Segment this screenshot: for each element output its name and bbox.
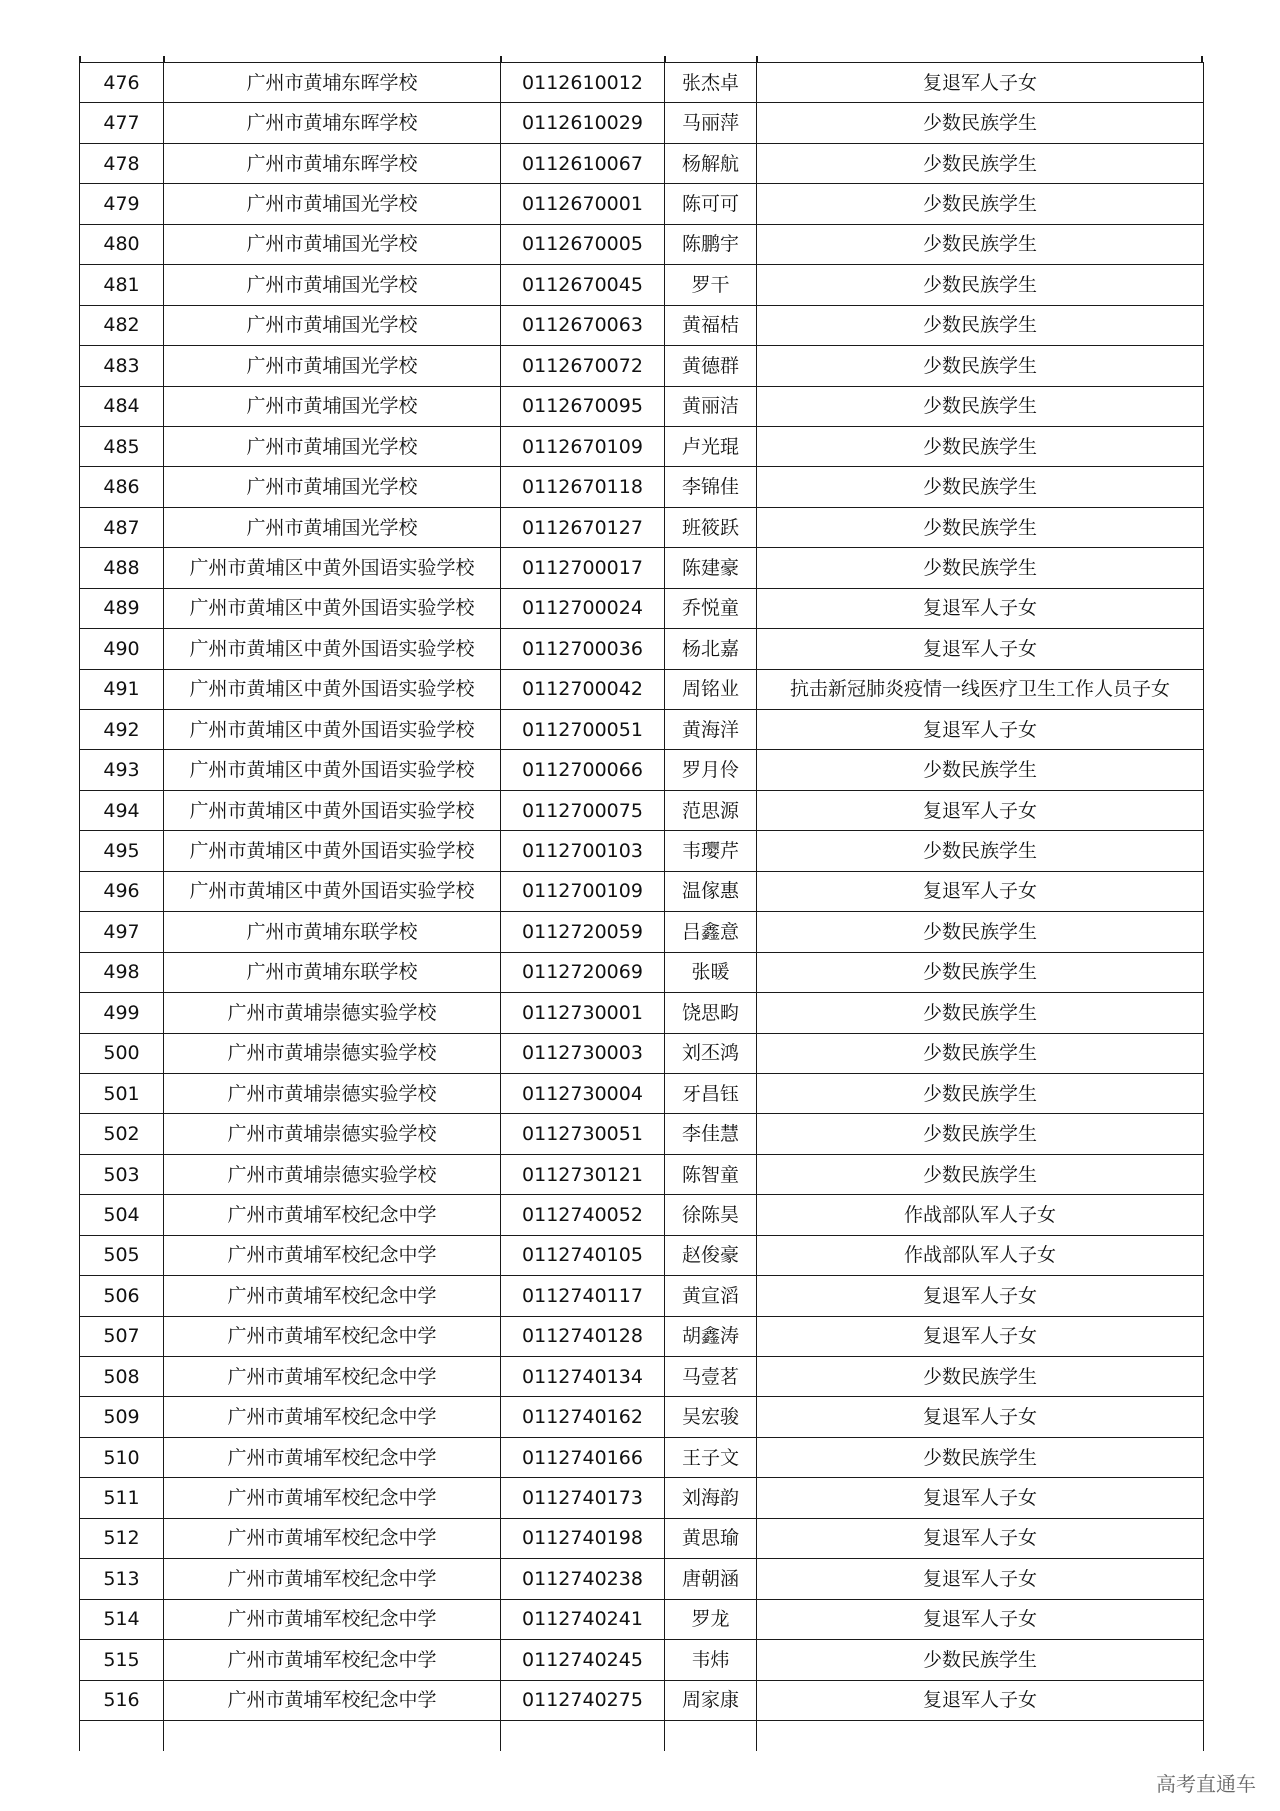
student-id: 0112700109 xyxy=(501,871,665,911)
student-id: 0112670005 xyxy=(501,224,665,264)
student-name: 乔悦童 xyxy=(665,588,757,628)
school-name: 广州市黄埔崇德实验学校 xyxy=(164,993,501,1033)
school-name: 广州市黄埔区中黄外国语实验学校 xyxy=(164,629,501,669)
school-name: 广州市黄埔区中黄外国语实验学校 xyxy=(164,871,501,911)
table-top-continuation xyxy=(79,56,1203,62)
table-row xyxy=(80,63,1204,103)
student-name: 黄丽洁 xyxy=(665,386,757,426)
student-id: 0112740052 xyxy=(501,1195,665,1235)
student-name: 班筱跃 xyxy=(665,507,757,547)
school-name: 广州市黄埔区中黄外国语实验学校 xyxy=(164,588,501,628)
row-number: 477 xyxy=(80,103,164,143)
school-name: 广州市黄埔军校纪念中学 xyxy=(164,1599,501,1639)
policy-category: 复退军人子女 xyxy=(757,710,1204,750)
student-id: 0112670109 xyxy=(501,426,665,466)
table-row xyxy=(80,184,1204,224)
row-number: 508 xyxy=(80,1357,164,1397)
policy-category: 少数民族学生 xyxy=(757,1154,1204,1194)
row-number: 491 xyxy=(80,669,164,709)
student-id: 0112730001 xyxy=(501,993,665,1033)
table-row xyxy=(80,265,1204,305)
policy-category: 少数民族学生 xyxy=(757,1114,1204,1154)
school-name: 广州市黄埔国光学校 xyxy=(164,346,501,386)
student-id: 0112740117 xyxy=(501,1276,665,1316)
row-number: 480 xyxy=(80,224,164,264)
row-number: 497 xyxy=(80,912,164,952)
school-name: 广州市黄埔国光学校 xyxy=(164,305,501,345)
policy-category: 少数民族学生 xyxy=(757,952,1204,992)
policy-category: 少数民族学生 xyxy=(757,426,1204,466)
school-name: 广州市黄埔区中黄外国语实验学校 xyxy=(164,548,501,588)
row-number: 503 xyxy=(80,1154,164,1194)
school-name: 广州市黄埔军校纪念中学 xyxy=(164,1276,501,1316)
table-row xyxy=(80,1437,1204,1477)
student-id: 0112610029 xyxy=(501,103,665,143)
student-name: 刘海韵 xyxy=(665,1478,757,1518)
policy-category: 复退军人子女 xyxy=(757,1680,1204,1720)
student-id: 0112610067 xyxy=(501,143,665,183)
policy-category: 少数民族学生 xyxy=(757,1033,1204,1073)
student-name: 牙昌钰 xyxy=(665,1073,757,1113)
student-id: 0112740173 xyxy=(501,1478,665,1518)
empty-cell xyxy=(164,1720,501,1751)
document-page xyxy=(79,62,1203,1760)
student-name: 马壹茗 xyxy=(665,1357,757,1397)
policy-category: 复退军人子女 xyxy=(757,1518,1204,1558)
row-number: 501 xyxy=(80,1073,164,1113)
policy-category: 少数民族学生 xyxy=(757,1437,1204,1477)
school-name: 广州市黄埔军校纪念中学 xyxy=(164,1478,501,1518)
school-name: 广州市黄埔国光学校 xyxy=(164,426,501,466)
table-row xyxy=(80,952,1204,992)
watermark-text: 高考直通车 xyxy=(1156,1772,1256,1796)
policy-category: 复退军人子女 xyxy=(757,790,1204,830)
student-id: 0112730051 xyxy=(501,1114,665,1154)
table-row xyxy=(80,143,1204,183)
school-name: 广州市黄埔东联学校 xyxy=(164,952,501,992)
school-name: 广州市黄埔区中黄外国语实验学校 xyxy=(164,790,501,830)
empty-cell xyxy=(80,1720,164,1751)
student-name: 周铭业 xyxy=(665,669,757,709)
student-id: 0112700103 xyxy=(501,831,665,871)
student-name: 吴宏骏 xyxy=(665,1397,757,1437)
table-row xyxy=(80,224,1204,264)
student-id: 0112740241 xyxy=(501,1599,665,1639)
student-name: 黄福桔 xyxy=(665,305,757,345)
school-name: 广州市黄埔区中黄外国语实验学校 xyxy=(164,750,501,790)
row-number: 492 xyxy=(80,710,164,750)
student-name: 罗月伶 xyxy=(665,750,757,790)
row-number: 500 xyxy=(80,1033,164,1073)
policy-category: 少数民族学生 xyxy=(757,1073,1204,1113)
table-row xyxy=(80,1033,1204,1073)
student-name: 周家康 xyxy=(665,1680,757,1720)
row-number: 495 xyxy=(80,831,164,871)
student-id: 0112700024 xyxy=(501,588,665,628)
student-name: 李锦佳 xyxy=(665,467,757,507)
policy-category: 作战部队军人子女 xyxy=(757,1195,1204,1235)
row-number: 513 xyxy=(80,1559,164,1599)
table-row xyxy=(80,1640,1204,1680)
table-row xyxy=(80,750,1204,790)
student-id: 0112670127 xyxy=(501,507,665,547)
table-row xyxy=(80,1559,1204,1599)
student-name: 罗干 xyxy=(665,265,757,305)
student-id: 0112670072 xyxy=(501,346,665,386)
table-row xyxy=(80,1680,1204,1720)
student-id: 0112740128 xyxy=(501,1316,665,1356)
row-number: 486 xyxy=(80,467,164,507)
row-number: 496 xyxy=(80,871,164,911)
table-row xyxy=(80,1114,1204,1154)
table-row xyxy=(80,1154,1204,1194)
table-row xyxy=(80,993,1204,1033)
table-row xyxy=(80,588,1204,628)
policy-category: 复退军人子女 xyxy=(757,1276,1204,1316)
student-name: 陈可可 xyxy=(665,184,757,224)
policy-category: 复退军人子女 xyxy=(757,63,1204,103)
school-name: 广州市黄埔国光学校 xyxy=(164,265,501,305)
policy-category: 少数民族学生 xyxy=(757,1357,1204,1397)
student-name: 胡鑫涛 xyxy=(665,1316,757,1356)
row-number: 478 xyxy=(80,143,164,183)
student-id: 0112740198 xyxy=(501,1518,665,1558)
student-id: 0112670001 xyxy=(501,184,665,224)
student-name: 陈建豪 xyxy=(665,548,757,588)
policy-category: 少数民族学生 xyxy=(757,346,1204,386)
school-name: 广州市黄埔国光学校 xyxy=(164,507,501,547)
table-row xyxy=(80,831,1204,871)
policy-category: 少数民族学生 xyxy=(757,265,1204,305)
policy-category: 少数民族学生 xyxy=(757,386,1204,426)
school-name: 广州市黄埔崇德实验学校 xyxy=(164,1033,501,1073)
student-name: 卢光琨 xyxy=(665,426,757,466)
student-id: 0112700066 xyxy=(501,750,665,790)
student-id: 0112740245 xyxy=(501,1640,665,1680)
policy-category: 少数民族学生 xyxy=(757,507,1204,547)
table-row xyxy=(80,305,1204,345)
school-name: 广州市黄埔崇德实验学校 xyxy=(164,1154,501,1194)
student-name: 黄思瑜 xyxy=(665,1518,757,1558)
row-number: 505 xyxy=(80,1235,164,1275)
policy-category: 抗击新冠肺炎疫情一线医疗卫生工作人员子女 xyxy=(757,669,1204,709)
school-name: 广州市黄埔东晖学校 xyxy=(164,63,501,103)
student-id: 0112740134 xyxy=(501,1357,665,1397)
school-name: 广州市黄埔军校纪念中学 xyxy=(164,1357,501,1397)
row-number: 489 xyxy=(80,588,164,628)
student-name: 陈智童 xyxy=(665,1154,757,1194)
policy-category: 复退军人子女 xyxy=(757,1559,1204,1599)
row-number: 493 xyxy=(80,750,164,790)
table-row xyxy=(80,710,1204,750)
student-id: 0112700075 xyxy=(501,790,665,830)
student-id: 0112730121 xyxy=(501,1154,665,1194)
school-name: 广州市黄埔军校纪念中学 xyxy=(164,1235,501,1275)
school-name: 广州市黄埔崇德实验学校 xyxy=(164,1073,501,1113)
table-row xyxy=(80,1235,1204,1275)
policy-category: 复退军人子女 xyxy=(757,588,1204,628)
row-number: 481 xyxy=(80,265,164,305)
student-name: 饶思畇 xyxy=(665,993,757,1033)
student-name: 马丽萍 xyxy=(665,103,757,143)
policy-category: 少数民族学生 xyxy=(757,224,1204,264)
school-name: 广州市黄埔国光学校 xyxy=(164,184,501,224)
row-number: 509 xyxy=(80,1397,164,1437)
student-id: 0112610012 xyxy=(501,63,665,103)
row-number: 476 xyxy=(80,63,164,103)
table-row xyxy=(80,1599,1204,1639)
row-number: 499 xyxy=(80,993,164,1033)
row-number: 512 xyxy=(80,1518,164,1558)
student-id: 0112700042 xyxy=(501,669,665,709)
student-name: 徐陈昊 xyxy=(665,1195,757,1235)
student-id: 0112720059 xyxy=(501,912,665,952)
student-name: 温傢惠 xyxy=(665,871,757,911)
row-number: 504 xyxy=(80,1195,164,1235)
empty-cell xyxy=(757,1720,1204,1751)
table-row xyxy=(80,1478,1204,1518)
school-name: 广州市黄埔区中黄外国语实验学校 xyxy=(164,669,501,709)
policy-category: 少数民族学生 xyxy=(757,467,1204,507)
student-name: 李佳慧 xyxy=(665,1114,757,1154)
table-row xyxy=(80,346,1204,386)
school-name: 广州市黄埔军校纪念中学 xyxy=(164,1680,501,1720)
student-id: 0112670118 xyxy=(501,467,665,507)
table-row xyxy=(80,1276,1204,1316)
student-name: 黄宣滔 xyxy=(665,1276,757,1316)
table-row xyxy=(80,1518,1204,1558)
school-name: 广州市黄埔军校纪念中学 xyxy=(164,1316,501,1356)
table-row xyxy=(80,1073,1204,1113)
table-row xyxy=(80,1195,1204,1235)
table-row xyxy=(80,1397,1204,1437)
row-number: 507 xyxy=(80,1316,164,1356)
student-name: 吕鑫意 xyxy=(665,912,757,952)
policy-category: 少数民族学生 xyxy=(757,750,1204,790)
policy-category: 少数民族学生 xyxy=(757,548,1204,588)
policy-category: 少数民族学生 xyxy=(757,831,1204,871)
school-name: 广州市黄埔崇德实验学校 xyxy=(164,1114,501,1154)
school-name: 广州市黄埔国光学校 xyxy=(164,386,501,426)
student-name: 陈鹏宇 xyxy=(665,224,757,264)
row-number: 494 xyxy=(80,790,164,830)
student-id: 0112670063 xyxy=(501,305,665,345)
row-number: 515 xyxy=(80,1640,164,1680)
student-id: 0112740275 xyxy=(501,1680,665,1720)
student-name: 黄海洋 xyxy=(665,710,757,750)
student-id: 0112740105 xyxy=(501,1235,665,1275)
policy-category: 少数民族学生 xyxy=(757,143,1204,183)
table-row xyxy=(80,669,1204,709)
student-roster-table xyxy=(79,62,1204,1751)
table-row xyxy=(80,1357,1204,1397)
table-row xyxy=(80,912,1204,952)
empty-cell xyxy=(665,1720,757,1751)
student-id: 0112670095 xyxy=(501,386,665,426)
table-row xyxy=(80,790,1204,830)
policy-category: 少数民族学生 xyxy=(757,1640,1204,1680)
row-number: 516 xyxy=(80,1680,164,1720)
policy-category: 复退军人子女 xyxy=(757,629,1204,669)
student-name: 罗龙 xyxy=(665,1599,757,1639)
school-name: 广州市黄埔军校纪念中学 xyxy=(164,1640,501,1680)
school-name: 广州市黄埔区中黄外国语实验学校 xyxy=(164,710,501,750)
school-name: 广州市黄埔军校纪念中学 xyxy=(164,1195,501,1235)
row-number: 479 xyxy=(80,184,164,224)
row-number: 498 xyxy=(80,952,164,992)
student-id: 0112700017 xyxy=(501,548,665,588)
student-id: 0112740238 xyxy=(501,1559,665,1599)
school-name: 广州市黄埔军校纪念中学 xyxy=(164,1518,501,1558)
student-name: 韦炜 xyxy=(665,1640,757,1680)
school-name: 广州市黄埔军校纪念中学 xyxy=(164,1559,501,1599)
table-row xyxy=(80,871,1204,911)
row-number: 490 xyxy=(80,629,164,669)
student-id: 0112740166 xyxy=(501,1437,665,1477)
table-row xyxy=(80,386,1204,426)
policy-category: 复退军人子女 xyxy=(757,1599,1204,1639)
empty-cell xyxy=(501,1720,665,1751)
school-name: 广州市黄埔东联学校 xyxy=(164,912,501,952)
table-row xyxy=(80,507,1204,547)
school-name: 广州市黄埔东晖学校 xyxy=(164,103,501,143)
student-name: 王子文 xyxy=(665,1437,757,1477)
student-name: 张暖 xyxy=(665,952,757,992)
policy-category: 少数民族学生 xyxy=(757,184,1204,224)
student-id: 0112700051 xyxy=(501,710,665,750)
policy-category: 复退军人子女 xyxy=(757,1316,1204,1356)
policy-category: 少数民族学生 xyxy=(757,912,1204,952)
table-row xyxy=(80,629,1204,669)
student-id: 0112720069 xyxy=(501,952,665,992)
roster-body xyxy=(80,63,1204,1751)
table-row xyxy=(80,1316,1204,1356)
student-id: 0112670045 xyxy=(501,265,665,305)
row-number: 488 xyxy=(80,548,164,588)
policy-category: 少数民族学生 xyxy=(757,993,1204,1033)
student-id: 0112730003 xyxy=(501,1033,665,1073)
student-name: 唐朝涵 xyxy=(665,1559,757,1599)
row-number: 485 xyxy=(80,426,164,466)
row-number: 484 xyxy=(80,386,164,426)
policy-category: 复退军人子女 xyxy=(757,1478,1204,1518)
row-number: 514 xyxy=(80,1599,164,1639)
row-number: 487 xyxy=(80,507,164,547)
table-row xyxy=(80,467,1204,507)
row-number: 510 xyxy=(80,1437,164,1477)
row-number: 502 xyxy=(80,1114,164,1154)
school-name: 广州市黄埔区中黄外国语实验学校 xyxy=(164,831,501,871)
row-number: 482 xyxy=(80,305,164,345)
policy-category: 少数民族学生 xyxy=(757,103,1204,143)
school-name: 广州市黄埔国光学校 xyxy=(164,467,501,507)
school-name: 广州市黄埔军校纪念中学 xyxy=(164,1437,501,1477)
table-row-continuation xyxy=(80,1720,1204,1751)
student-id: 0112700036 xyxy=(501,629,665,669)
school-name: 广州市黄埔国光学校 xyxy=(164,224,501,264)
student-name: 杨解航 xyxy=(665,143,757,183)
student-name: 韦璎芹 xyxy=(665,831,757,871)
student-id: 0112740162 xyxy=(501,1397,665,1437)
policy-category: 作战部队军人子女 xyxy=(757,1235,1204,1275)
student-name: 刘丕鸿 xyxy=(665,1033,757,1073)
policy-category: 复退军人子女 xyxy=(757,871,1204,911)
student-name: 张杰卓 xyxy=(665,63,757,103)
table-row xyxy=(80,548,1204,588)
table-row xyxy=(80,426,1204,466)
row-number: 506 xyxy=(80,1276,164,1316)
table-row xyxy=(80,103,1204,143)
school-name: 广州市黄埔军校纪念中学 xyxy=(164,1397,501,1437)
student-name: 黄德群 xyxy=(665,346,757,386)
student-name: 赵俊豪 xyxy=(665,1235,757,1275)
row-number: 511 xyxy=(80,1478,164,1518)
student-name: 范思源 xyxy=(665,790,757,830)
policy-category: 复退军人子女 xyxy=(757,1397,1204,1437)
school-name: 广州市黄埔东晖学校 xyxy=(164,143,501,183)
policy-category: 少数民族学生 xyxy=(757,305,1204,345)
student-name: 杨北嘉 xyxy=(665,629,757,669)
row-number: 483 xyxy=(80,346,164,386)
student-id: 0112730004 xyxy=(501,1073,665,1113)
